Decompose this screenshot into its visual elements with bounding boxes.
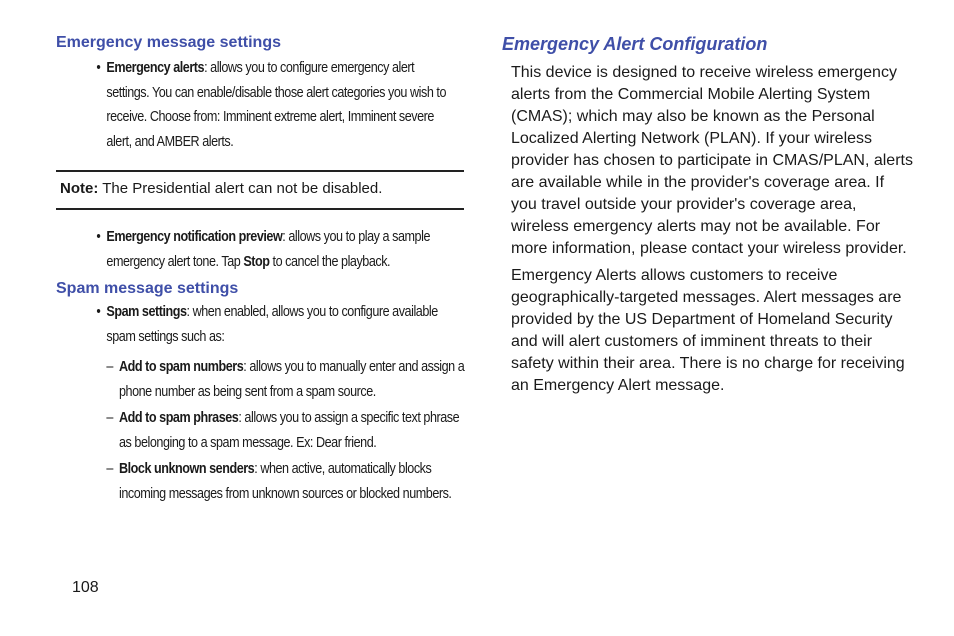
- paragraph-alerts-info: Emergency Alerts allows customers to receive geographically-targeted messages. Alert messages are provided by the US Department of Homeland Security and will alert customers of imminent threats to their safety within their area. There is no charge for receiving an Emergency Alert message.: [511, 267, 905, 394]
- note-label: Note:: [60, 180, 99, 197]
- term-block-unknown-senders: Block unknown senders: [119, 460, 255, 477]
- sub-dash: –: [106, 358, 113, 375]
- emergency-alert-configuration-heading: Emergency Alert Configuration: [502, 34, 768, 54]
- sub-item-add-spam-phrases: [56, 406, 472, 455]
- sub-item-add-spam-numbers: [56, 355, 472, 404]
- bullet-dot: •: [96, 303, 101, 320]
- bullet-notification-preview: [56, 225, 459, 274]
- term-stop: Stop: [243, 252, 270, 270]
- sub-dash: –: [106, 460, 113, 477]
- desc-add-spam-numbers: : allows you to manually enter and assign a phone number as being sent from a spam source.: [119, 358, 465, 400]
- desc-notification-preview-a: : allows you to play a sample emergency alert tone. Tap: [106, 228, 430, 270]
- page-number: 108: [72, 579, 99, 596]
- spam-message-settings-heading: Spam message settings: [56, 280, 239, 297]
- desc-notification-preview-b: to cancel the playback.: [269, 252, 391, 270]
- bullet-dot: •: [96, 59, 101, 76]
- desc-emergency-alerts: : allows you to configure emergency alert settings. You can enable/disable those alert categories you wish to receive. Choose from: Imminent extreme alert, Imminent severe alert, and AMBER alerts.: [106, 59, 446, 150]
- term-spam-settings: Spam settings: [106, 303, 187, 320]
- bullet-spam-settings: [56, 300, 459, 349]
- note-text: The Presidential alert can not be disabled.: [98, 180, 383, 197]
- paragraph-cmas: This device is designed to receive wireless emergency alerts from the Commercial Mobile Alerting System (CMAS); which may also be known as the Personal Localized Alerting Network (PLAN). If your wireless provider has chosen to participate in CMAS/PLAN, alerts are available while in the provider's coverage area. If you travel outside your provider's coverage area, wireless emergency alerts may not be available. For more information, please contact your wireless provider.: [511, 64, 913, 257]
- desc-block-unknown-senders: : when active, automatically blocks incoming messages from unknown sources or blocked numbers.: [119, 460, 452, 502]
- desc-spam-settings: : when enabled, allows you to configure available spam settings such as:: [106, 303, 438, 345]
- term-add-spam-numbers: Add to spam numbers: [119, 358, 244, 375]
- emergency-message-settings-heading: Emergency message settings: [56, 34, 281, 51]
- term-add-spam-phrases: Add to spam phrases: [119, 409, 239, 426]
- bullet-emergency-alerts: [56, 56, 459, 154]
- bullet-dot: •: [96, 228, 101, 245]
- term-notification-preview: Emergency notification preview: [106, 228, 283, 245]
- left-column: [56, 34, 464, 506]
- sub-item-block-unknown-senders: [56, 457, 472, 506]
- term-emergency-alerts: Emergency alerts: [106, 59, 205, 76]
- note-box: [56, 170, 464, 210]
- desc-add-spam-phrases: : allows you to assign a specific text phrase as belonging to a spam message. Ex: Dear friend.: [119, 409, 460, 451]
- right-column: [502, 34, 914, 397]
- sub-dash: –: [106, 409, 113, 426]
